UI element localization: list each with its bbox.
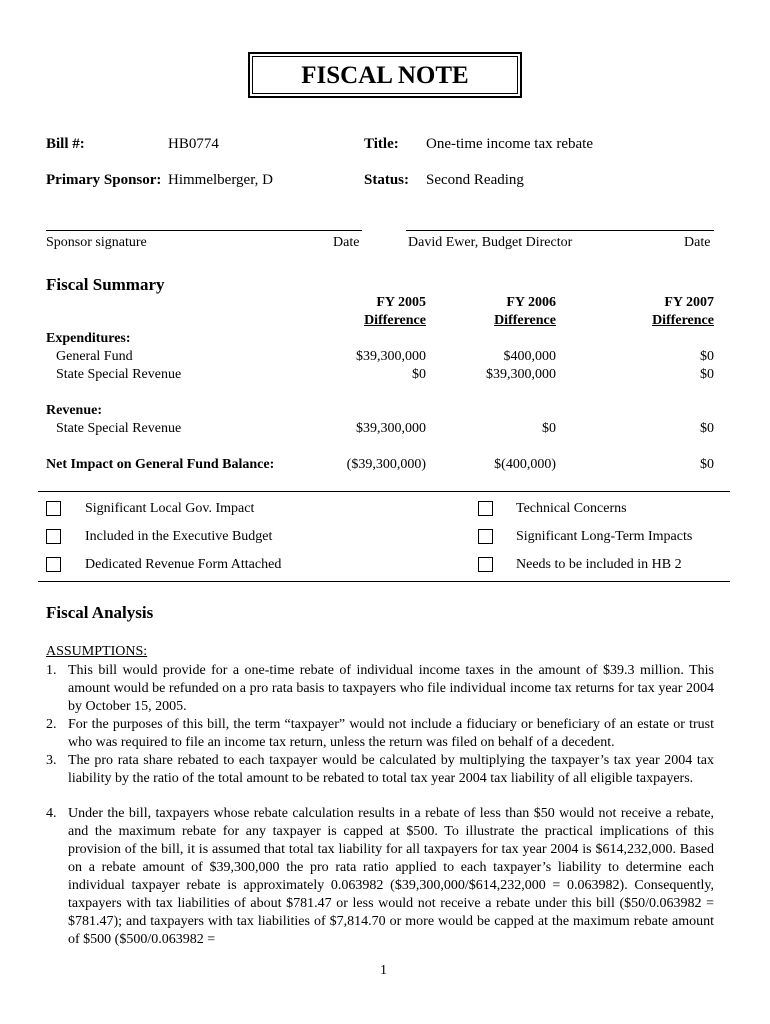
assumption-2-text: For the purposes of this bill, the term “taxpayer” would not include a fiduciary or beneficiary of an estate or trust who was required to file an income tax return, unless the return was filed on behalf of a decedent.	[68, 717, 714, 750]
bill-number-label: Bill #:	[46, 136, 85, 152]
general-fund-fy2007: $0	[700, 349, 714, 364]
checkbox-section-top-rule	[38, 491, 730, 492]
state-special-rev-fy2007: $0	[700, 421, 714, 436]
state-special-exp-fy2005: $0	[412, 367, 426, 382]
technical-concerns-label: Technical Concerns	[516, 501, 627, 516]
title-value: One-time income tax rebate	[426, 136, 594, 152]
state-special-exp-fy2006: $39,300,000	[486, 367, 556, 382]
dedicated-revenue-label: Dedicated Revenue Form Attached	[85, 557, 282, 572]
checkbox-local-gov-impact[interactable]	[46, 501, 61, 516]
checkbox-technical-concerns[interactable]	[478, 501, 493, 516]
page-number: 1	[380, 963, 387, 978]
director-signature-label: David Ewer, Budget Director	[408, 235, 573, 250]
primary-sponsor-label: Primary Sponsor:	[46, 172, 162, 188]
state-special-exp-fy2007: $0	[700, 367, 714, 382]
general-fund-label: General Fund	[56, 349, 133, 364]
general-fund-fy2005: $39,300,000	[356, 349, 426, 364]
checkbox-dedicated-revenue[interactable]	[46, 557, 61, 572]
executive-budget-label: Included in the Executive Budget	[85, 529, 273, 544]
status-value: Second Reading	[426, 172, 524, 188]
assumption-3-text: The pro rata share rebated to each taxpayer would be calculated by multiplying the taxpayer’s tax year 2004 tax liability by the ratio of the total amount to be rebated to total tax year 2004 tax liability of all eligible taxpayers.	[68, 753, 714, 786]
net-impact-fy2007: $0	[700, 457, 714, 472]
assumption-1-number: 1.	[46, 663, 57, 678]
director-signature-line	[406, 230, 714, 231]
checkbox-long-term-impacts[interactable]	[478, 529, 493, 544]
state-special-rev-fy2005: $39,300,000	[356, 421, 426, 436]
checkbox-executive-budget[interactable]	[46, 529, 61, 544]
fiscal-analysis-heading: Fiscal Analysis	[46, 603, 154, 622]
assumption-4-text: Under the bill, taxpayers whose rebate calculation results in a rebate of less than $50 would not receive a rebate, and the maximum rebate for any taxpayer is capped at $500. To illustrate the practical implications of this provision of the bill, it is assumed that total tax liability for all taxpayers for tax year 2004 is $614,232,000. Based on a rebate amount of $39,300,000 the pro rata ratio applied to each taxpayer’s liability to determine each individual taxpayer rebate is approximately 0.063982 ($39,300,000/$614,232,000 = 0.063982). Consequently, taxpayers with tax liabilities of about $781.47 or less would not receive a rebate under this bill ($50/0.063982 = $781.47); and taxpayers with tax liabilities of $7,814.70 or more would be capped at the maximum rebate amount of $500 ($500/0.063982 =	[68, 806, 714, 947]
hb2-label: Needs to be included in HB 2	[516, 557, 682, 572]
general-fund-fy2006: $400,000	[503, 349, 556, 364]
net-impact-fy2006: $(400,000)	[494, 457, 556, 472]
state-special-exp-label: State Special Revenue	[56, 367, 182, 382]
fy2005-difference-header: Difference	[364, 313, 426, 328]
state-special-rev-fy2006: $0	[542, 421, 556, 436]
primary-sponsor-value: Himmelberger, D	[168, 172, 273, 188]
sponsor-date-label: Date	[333, 235, 360, 250]
fy2005-header: FY 2005	[376, 295, 426, 310]
revenue-label: Revenue:	[46, 403, 102, 418]
assumption-4-number: 4.	[46, 806, 57, 821]
fy2007-header: FY 2007	[664, 295, 714, 310]
document-title: FISCAL NOTE	[248, 52, 522, 98]
fy2007-difference-header: Difference	[652, 313, 714, 328]
assumption-1-text: This bill would provide for a one-time rebate of individual income taxes in the amount of $39.3 million. This amount would be refunded on a pro rata basis to taxpayers who file individual income tax returns for tax year 2004 by October 15, 2005.	[68, 663, 714, 714]
assumption-2-number: 2.	[46, 717, 57, 732]
fy2006-difference-header: Difference	[494, 313, 556, 328]
net-impact-label: Net Impact on General Fund Balance:	[46, 457, 275, 472]
net-impact-fy2005: ($39,300,000)	[346, 457, 426, 472]
assumption-3-number: 3.	[46, 753, 57, 768]
assumptions-label: ASSUMPTIONS:	[46, 644, 148, 659]
fiscal-summary-heading: Fiscal Summary	[46, 275, 165, 294]
long-term-impacts-label: Significant Long-Term Impacts	[516, 529, 693, 544]
title-label: Title:	[364, 136, 399, 152]
director-date-label: Date	[684, 235, 711, 250]
local-gov-impact-label: Significant Local Gov. Impact	[85, 501, 255, 516]
sponsor-signature-label: Sponsor signature	[46, 235, 147, 250]
state-special-rev-label: State Special Revenue	[56, 421, 182, 436]
bill-number-value: HB0774	[168, 136, 219, 152]
status-label: Status:	[364, 172, 410, 188]
fy2006-header: FY 2006	[506, 295, 556, 310]
expenditures-label: Expenditures:	[46, 331, 131, 346]
checkbox-hb2[interactable]	[478, 557, 493, 572]
checkbox-section-bottom-rule	[38, 581, 730, 582]
sponsor-signature-line	[46, 230, 362, 231]
